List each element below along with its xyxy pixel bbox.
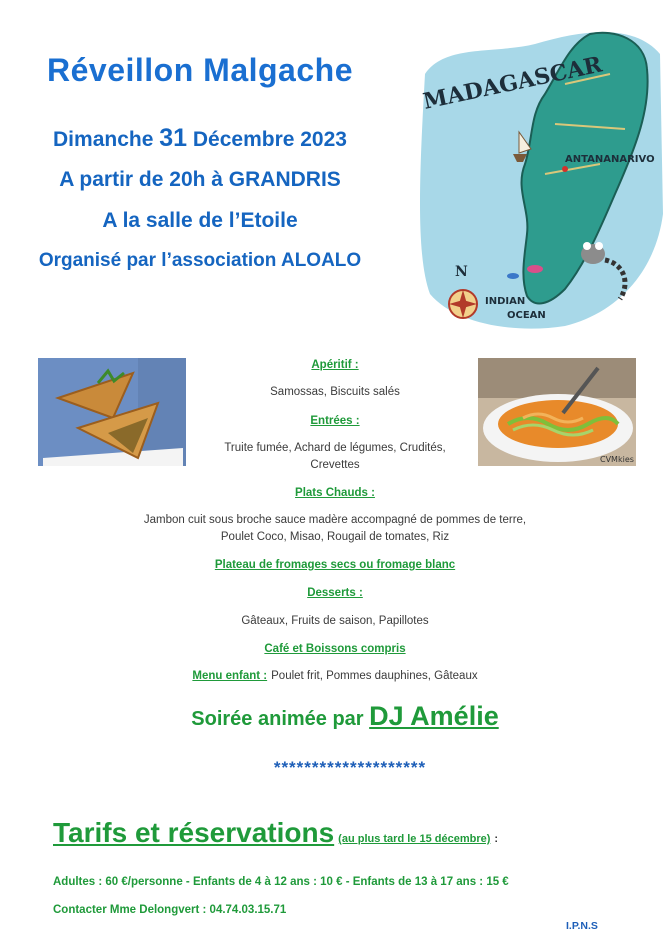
soiree-prefix: Soirée animée par bbox=[191, 708, 370, 730]
event-organizer: Organisé par l’association ALOALO bbox=[38, 250, 362, 271]
map-city-label: ANTANANARIVO bbox=[565, 154, 655, 165]
stars-divider: ******************** bbox=[273, 758, 427, 777]
soiree-dj-line bbox=[0, 701, 670, 732]
compass-letter: N bbox=[455, 264, 468, 280]
event-date bbox=[0, 124, 400, 153]
event-venue: A la salle de l’Etoile bbox=[102, 209, 298, 232]
date-day: 31 bbox=[159, 124, 188, 152]
menu-plats-items-line2: Poulet Coco, Misao, Rougail de tomates, Riz bbox=[220, 531, 450, 543]
map-ocean-label-2: OCEAN bbox=[507, 310, 546, 321]
photo-watermark: CVMkies bbox=[600, 455, 634, 464]
date-prefix: Dimanche bbox=[53, 128, 160, 151]
menu-enfant bbox=[0, 670, 670, 682]
menu-enfant-heading: Menu enfant : bbox=[192, 670, 268, 682]
tarifs-title: Tarifs et réservations bbox=[53, 817, 335, 848]
menu-plats-heading: Plats Chauds : bbox=[295, 487, 375, 499]
dj-name: DJ Amélie bbox=[369, 701, 499, 731]
event-time-location: A partir de 20h à GRANDRIS bbox=[59, 168, 341, 191]
menu-enfant-items: Poulet frit, Pommes dauphines, Gâteaux bbox=[271, 670, 478, 682]
tarifs-contact: Contacter Mme Delongvert : 04.74.03.15.71 bbox=[53, 904, 287, 916]
madagascar-map-illustration bbox=[415, 14, 665, 334]
tarifs-heading bbox=[53, 817, 498, 849]
menu-entrees-items-line1: Truite fumée, Achard de légumes, Crudités, bbox=[224, 442, 446, 454]
tarifs-colon: : bbox=[494, 833, 499, 845]
city-marker-icon bbox=[562, 166, 568, 172]
menu-aperitif-items: Samossas, Biscuits salés bbox=[270, 386, 400, 398]
menu-cafe-heading: Café et Boissons compris bbox=[264, 643, 406, 655]
menu-desserts-items: Gâteaux, Fruits de saison, Papillotes bbox=[241, 615, 429, 627]
menu-entrees-heading: Entrées : bbox=[310, 415, 360, 427]
menu-fromages-heading: Plateau de fromages secs ou fromage blanc bbox=[214, 559, 456, 571]
menu-plats-items-line1: Jambon cuit sous broche sauce madère accompagné de pommes de terre, bbox=[143, 514, 527, 526]
map-title: MADAGASCAR bbox=[420, 51, 605, 115]
date-suffix: Décembre 2023 bbox=[187, 128, 347, 151]
menu-entrees-items-line2: Crevettes bbox=[310, 459, 360, 471]
tarifs-deadline: (au plus tard le 15 décembre) bbox=[338, 833, 491, 845]
page-title: Réveillon Malgache bbox=[47, 52, 353, 88]
map-ocean-label-1: INDIAN bbox=[485, 296, 526, 307]
footer-ipns: I.P.N.S bbox=[566, 920, 598, 932]
compass-rose-icon bbox=[449, 290, 477, 318]
menu-desserts-heading: Desserts : bbox=[307, 587, 363, 599]
tarifs-prices: Adultes : 60 €/personne - Enfants de 4 à 12 ans : 10 € - Enfants de 13 à 17 ans : 15 € bbox=[53, 876, 509, 888]
menu-aperitif-heading: Apéritif : bbox=[311, 359, 359, 371]
